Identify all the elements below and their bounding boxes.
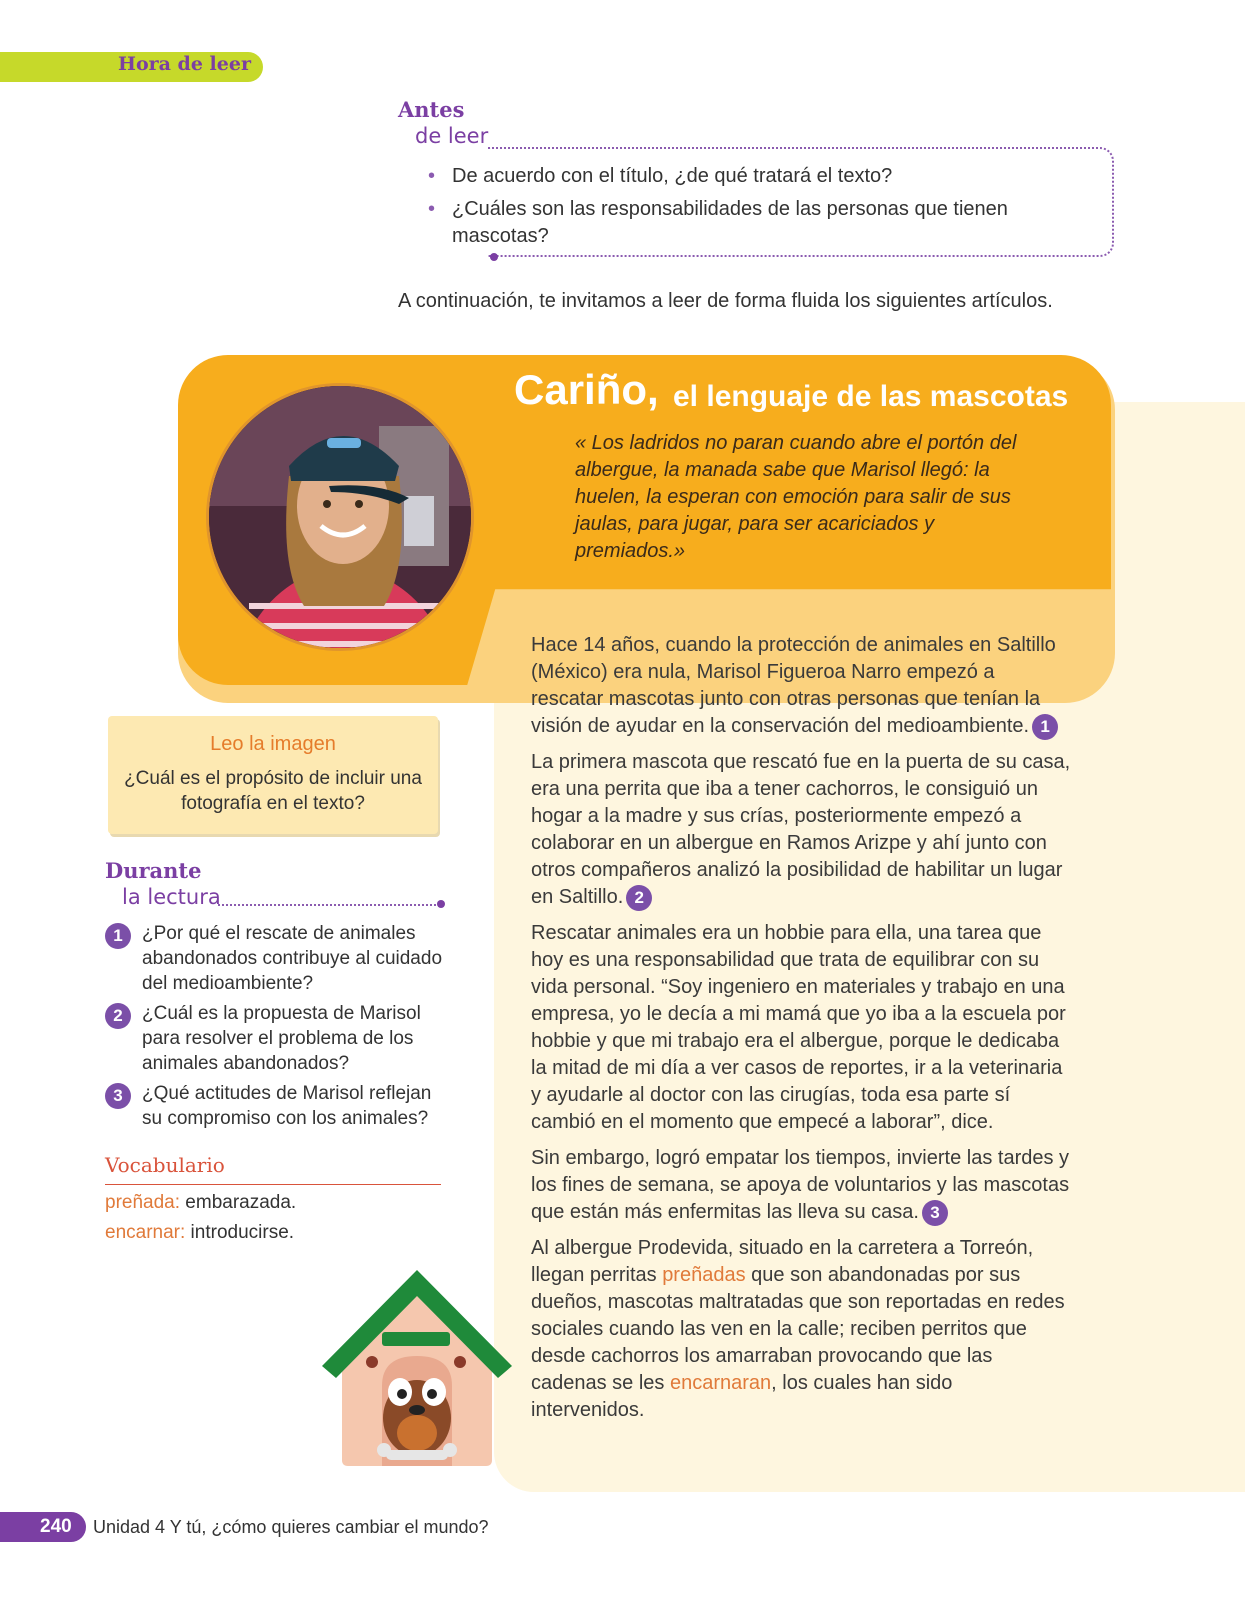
before-reading-list (424, 163, 1064, 256)
vocabulary-term: encarnar: (105, 1222, 186, 1243)
question-text: ¿Por qué el rescate de animales abandonados contribuye al cuidado del medioambiente? (142, 923, 443, 994)
bullet-icon: • (428, 165, 436, 187)
article-lead-quote: « Los ladridos no paran cuando abre el portón del albergue, la manada sabe que Marisol llegó: la huelen, la esperan con emoción para salir de sus jaulas, para jugar, para ser acariciados y premiados.» (575, 432, 1017, 562)
article-subtitle: el lenguaje de las mascotas (673, 380, 1069, 413)
vocabulary-highlight: encarnaran (669, 1372, 772, 1394)
article-body (531, 632, 1071, 1433)
question-ref-badge: 3 (922, 1200, 948, 1226)
vocabulary-item (105, 1192, 296, 1214)
vocabulary-rule (105, 1184, 441, 1185)
heading-dot (437, 900, 445, 908)
vocabulary-highlight: preñadas (662, 1264, 746, 1286)
article-paragraph: Al albergue Prodevida, situado en la carretera a Torreón, llegan perritas preñadas que son abandonadas por sus dueños, mascotas maltratadas que son reportadas en redes sociales cuando las ven en la calle; reciben perritos que desde cachorros los amarraban provocando que las cadenas se les encarnaran, los cuales han sido intervenidos. (531, 1237, 1065, 1421)
question-text: ¿Qué actitudes de Marisol reflejan su compromiso con los animales? (142, 1083, 432, 1129)
question-number-badge: 1 (105, 923, 131, 949)
during-question (105, 921, 450, 996)
article-paragraph: Hace 14 años, cuando la protección de animales en Saltillo (México) era nula, Marisol Figueroa Narro empezó a rescatar mascotas junto con otras personas que tenían la visión de ayudar en la conservación del medioambiente. 1 (531, 632, 1071, 740)
vocabulary-term: preñada: (105, 1192, 181, 1213)
article-paragraph: Sin embargo, logró empatar los tiempos, invierte las tardes y los fines de semana, se apoya de voluntarios y las mascotas que están más enfermitas las lleva su casa. 3 (531, 1145, 1071, 1226)
list-item: • ¿Cuáles son las responsabilidades de las personas que tienen mascotas? (428, 198, 1008, 247)
before-reading-subheading: de leer (415, 124, 489, 148)
heading-rule (218, 904, 440, 906)
before-reading-heading: Antes (398, 97, 465, 122)
during-question (105, 1001, 450, 1076)
article-title: Cariño, (514, 366, 659, 413)
during-reading-heading: Durante (105, 858, 202, 883)
question-ref-badge: 1 (1032, 714, 1058, 740)
intro-text: A continuación, te invitamos a leer de forma fluida los siguientes artículos. (398, 290, 1053, 312)
marisol-photo (206, 383, 474, 651)
question-ref-badge: 2 (626, 885, 652, 911)
leo-imagen-question: ¿Cuál es el propósito de incluir una fotografía en el texto? (124, 768, 422, 814)
page-number: 240 (0, 1512, 86, 1542)
section-tab-label: Hora de leer (118, 53, 251, 75)
vocabulary-heading: Vocabulario (105, 1153, 225, 1177)
question-text: ¿Cuál es la propuesta de Marisol para resolver el problema de los animales abandonados? (142, 1003, 421, 1074)
leo-imagen-title: Leo la imagen (210, 733, 336, 755)
footer-unit-title: Unidad 4 Y tú, ¿cómo quieres cambiar el mundo? (93, 1517, 489, 1537)
vocabulary-definition: embarazada. (180, 1192, 297, 1213)
article-paragraph: La primera mascota que rescató fue en la puerta de su casa, era una perrita que iba a tener cachorros, le consiguió un hogar a la madre y sus crías, posteriormente empezó a colaborar en un albergue en Ramos Arizpe y ahí junto con otros compañeros analizó la posibilidad de habilitar un lugar en Saltillo. 2 (531, 749, 1071, 911)
list-item: • De acuerdo con el título, ¿de qué tratará el texto? (424, 163, 1064, 190)
question-number-badge: 3 (105, 1083, 131, 1109)
question-number-badge: 2 (105, 1003, 131, 1029)
doghouse-illustration (320, 1268, 515, 1473)
during-question (105, 1081, 450, 1131)
bullet-icon: • (428, 198, 436, 220)
vocabulary-item (105, 1222, 294, 1244)
during-reading-subheading: la lectura (122, 885, 221, 909)
vocabulary-definition: introducirse. (185, 1222, 295, 1243)
article-paragraph: Rescatar animales era un hobbie para ella, una tarea que hoy es una responsabilidad que trata de equilibrar con su vida personal. “Soy ingeniero en materiales y trabajo en una empresa, yo le decía a mi mamá que yo iba a la escuela por hobbie y que mi trabajo era el albergue, porque le dedicaba la mitad de mi día a ver casos de reportes, ir a la veterinaria y ayudarle al doctor con las cirugías, toda esa parte sí cambió en el momento que empecé a laborar”, dice. (531, 922, 1066, 1133)
